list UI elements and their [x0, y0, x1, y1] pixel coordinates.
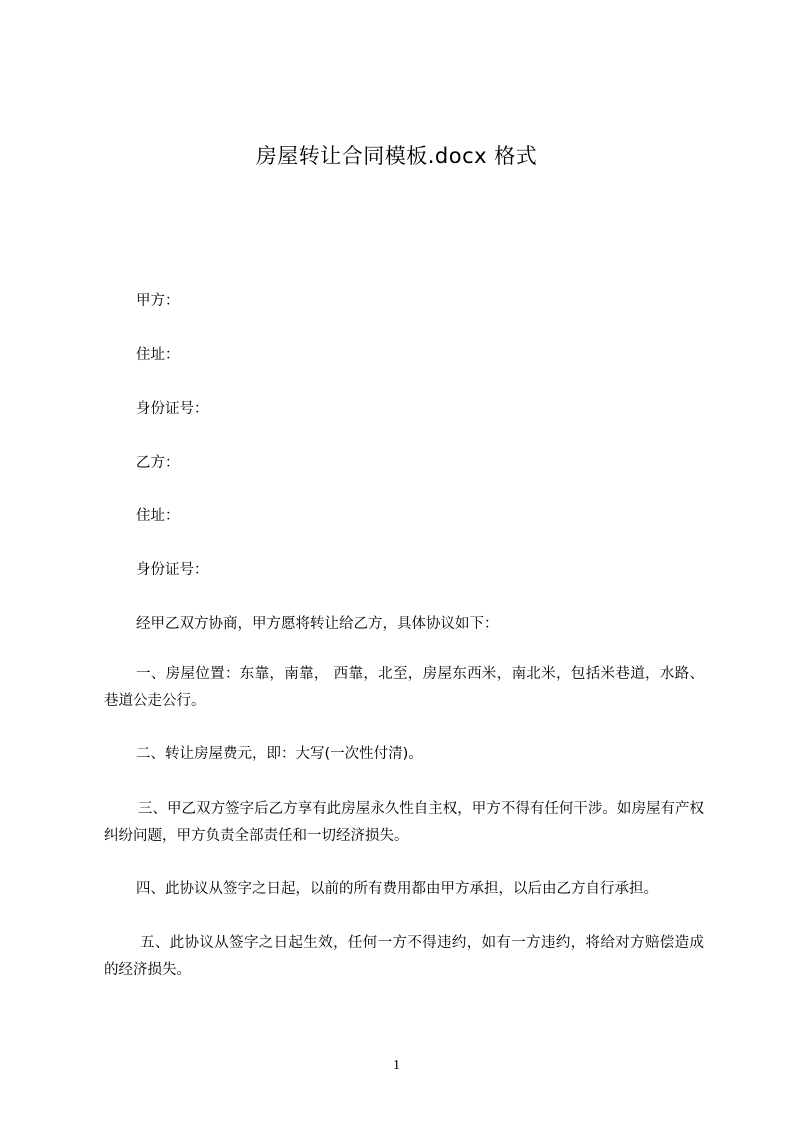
party-b-address-label: 住址： — [136, 508, 180, 524]
party-a-id-label: 身份证号： — [136, 401, 209, 417]
clause-price: 二、转让房屋费元，即：大写(一次性付清)。 — [136, 746, 423, 762]
clause-fees: 四、此协议从签字之日起，以前的所有费用都由甲方承担，以后由乙方自行承担。 — [136, 881, 658, 897]
party-a-label: 甲方： — [136, 293, 180, 309]
document-title: 房屋转让合同模板.docx 格式 — [255, 144, 538, 168]
party-b-label: 乙方： — [136, 455, 180, 471]
agreement-intro: 经甲乙双方协商，甲方愿将转让给乙方，具体协议如下： — [136, 616, 499, 632]
party-b-id-label: 身份证号： — [136, 562, 209, 578]
party-a-address-label: 住址： — [136, 347, 180, 363]
clause-ownership: 三、甲乙双方签字后乙方享有此房屋永久性自主权，甲方不得有任何干涉。如房屋有产权纠纷问题，甲方负责全部责任和一切经济损失。 — [104, 801, 704, 844]
clause-location: 一、房屋位置：东靠，南靠， 西靠，北至，房屋东西米，南北米，包括米巷道，水路、巷道公走公行。 — [104, 666, 704, 709]
clause-effective: 五、此协议从签字之日起生效，任何一方不得违约，如有一方违约，将给对方赔偿造成的经济损失。 — [104, 935, 704, 978]
page-number: 1 — [393, 1058, 400, 1073]
